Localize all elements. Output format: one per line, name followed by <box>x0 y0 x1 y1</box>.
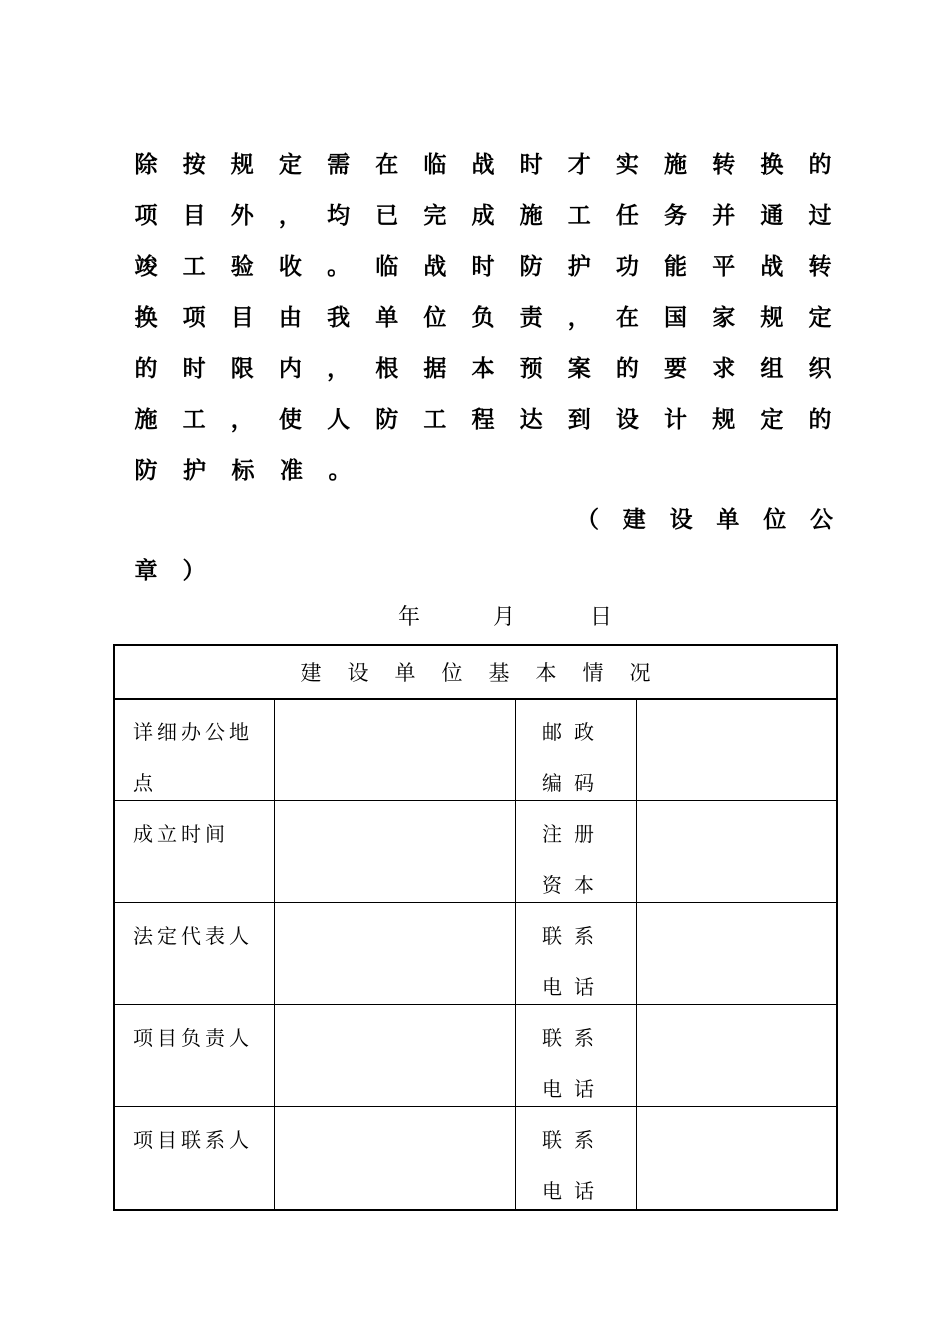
character: ， <box>567 303 591 331</box>
paragraph-line <box>133 448 833 488</box>
character: 转 <box>808 252 832 280</box>
character: 战 <box>423 252 447 280</box>
character: 按 <box>182 150 206 178</box>
seal-line-1 <box>576 497 833 537</box>
character: 程 <box>471 405 495 433</box>
character: 在 <box>375 150 399 178</box>
field-value-cell[interactable] <box>637 699 836 801</box>
character: 平 <box>712 252 736 280</box>
date-day: 日 <box>590 605 613 630</box>
character: 实 <box>615 150 639 178</box>
character: 项 <box>182 303 206 331</box>
character: 临 <box>375 252 399 280</box>
table-row <box>115 1004 836 1107</box>
character: 除 <box>134 150 158 178</box>
character: 负 <box>471 303 495 331</box>
table-row <box>115 698 836 801</box>
character: 设 <box>669 505 693 533</box>
field-value-cell[interactable] <box>637 801 836 903</box>
character: 使 <box>278 405 302 433</box>
character: 限 <box>230 354 254 382</box>
character: 织 <box>808 354 832 382</box>
character: 定 <box>808 303 832 331</box>
character: 要 <box>664 354 688 382</box>
character: 国 <box>664 303 688 331</box>
character: 到 <box>567 405 591 433</box>
character: 竣 <box>134 252 158 280</box>
character: 施 <box>519 201 543 229</box>
character: 责 <box>519 303 543 331</box>
character: 本 <box>471 354 495 382</box>
character: 工 <box>423 405 447 433</box>
date-year: 年 <box>398 605 421 630</box>
character: 根 <box>375 354 399 382</box>
character: 准 <box>280 456 303 484</box>
character: 公 <box>809 505 833 533</box>
character: 收 <box>278 252 302 280</box>
character: 施 <box>664 150 688 178</box>
seal-line-2 <box>133 548 229 588</box>
character: ） <box>182 556 206 584</box>
character: 防 <box>519 252 543 280</box>
field-value-cell[interactable] <box>275 699 516 801</box>
field-value-cell[interactable] <box>275 801 516 903</box>
character: 务 <box>664 201 688 229</box>
character: ， <box>327 354 351 382</box>
character: 战 <box>760 252 784 280</box>
character: 验 <box>230 252 254 280</box>
table-title: 建设单位基本情况 <box>115 646 836 700</box>
character: 人 <box>327 405 351 433</box>
character: 案 <box>567 354 591 382</box>
character: 预 <box>519 354 543 382</box>
field-label-cell <box>115 1005 275 1107</box>
field-value-cell[interactable] <box>275 1107 516 1209</box>
character: 任 <box>615 201 639 229</box>
field-label: 法定代表人 <box>133 924 253 948</box>
paragraph-line <box>133 397 833 437</box>
field-label-cell <box>516 1005 637 1107</box>
character: 已 <box>375 201 399 229</box>
character: 设 <box>615 405 639 433</box>
character: 需 <box>327 150 351 178</box>
character: 规 <box>760 303 784 331</box>
character: 章 <box>134 556 158 584</box>
field-label-cell <box>516 1107 637 1209</box>
character: 位 <box>763 505 787 533</box>
character: 家 <box>712 303 736 331</box>
character: 我 <box>327 303 351 331</box>
field-value-cell[interactable] <box>275 1005 516 1107</box>
table-row <box>115 800 836 903</box>
field-label: 项目负责人 <box>133 1026 253 1050</box>
character: 建 <box>622 505 646 533</box>
character: 计 <box>664 405 688 433</box>
character: 。 <box>327 252 351 280</box>
character: 单 <box>375 303 399 331</box>
character: 工 <box>567 201 591 229</box>
character: 时 <box>519 150 543 178</box>
company-info-table <box>113 644 838 1211</box>
character: 目 <box>182 201 206 229</box>
character: 时 <box>182 354 206 382</box>
table-row <box>115 1106 836 1209</box>
field-label-cell <box>115 801 275 903</box>
character: 组 <box>760 354 784 382</box>
character: 由 <box>278 303 302 331</box>
character: 位 <box>423 303 447 331</box>
field-value-cell[interactable] <box>637 903 836 1005</box>
character: 求 <box>712 354 736 382</box>
character: 战 <box>471 150 495 178</box>
field-value-cell[interactable] <box>637 1005 836 1107</box>
character: 的 <box>134 354 158 382</box>
character: 的 <box>808 405 832 433</box>
field-label-cell <box>115 699 275 801</box>
character: 完 <box>423 201 447 229</box>
character: 单 <box>716 505 740 533</box>
character: 目 <box>230 303 254 331</box>
character: 能 <box>664 252 688 280</box>
field-label-cell <box>115 903 275 1005</box>
character: ， <box>230 405 254 433</box>
character: 定 <box>760 405 784 433</box>
character: 内 <box>278 354 302 382</box>
character: 并 <box>712 201 736 229</box>
character: 项 <box>134 201 158 229</box>
paragraph-line <box>133 295 833 335</box>
table-row <box>115 902 836 1005</box>
field-label: 联系电话 <box>542 1026 606 1101</box>
field-label-cell <box>516 699 637 801</box>
field-label-cell <box>516 801 637 903</box>
character: 成 <box>471 201 495 229</box>
character: 在 <box>615 303 639 331</box>
character: 防 <box>134 456 158 484</box>
character: 的 <box>808 150 832 178</box>
paragraph-line <box>133 142 833 182</box>
character: 临 <box>423 150 447 178</box>
paragraph-line <box>133 244 833 284</box>
date-month: 月 <box>493 605 516 630</box>
character: 标 <box>231 456 255 484</box>
character: 工 <box>182 252 206 280</box>
character: 才 <box>567 150 591 178</box>
character: 转 <box>712 150 736 178</box>
character: 据 <box>423 354 447 382</box>
paragraph-line <box>133 346 833 386</box>
character: 均 <box>327 201 351 229</box>
field-label: 成立时间 <box>133 822 229 846</box>
character: 通 <box>760 201 784 229</box>
character: 护 <box>567 252 591 280</box>
character: 外 <box>230 201 254 229</box>
character: 换 <box>134 303 158 331</box>
field-label: 邮政编码 <box>542 720 606 795</box>
character: 规 <box>230 150 254 178</box>
field-label-cell <box>516 903 637 1005</box>
paragraph-line <box>133 193 833 233</box>
character: 规 <box>712 405 736 433</box>
field-label: 联系电话 <box>542 1128 606 1203</box>
field-label: 联系电话 <box>542 924 606 999</box>
character: 。 <box>328 456 352 484</box>
character: 防 <box>375 405 399 433</box>
character: ， <box>278 201 302 229</box>
character: 护 <box>183 456 206 484</box>
field-label: 注册资本 <box>542 822 606 897</box>
field-label: 详细办公地点 <box>133 720 253 795</box>
character: 换 <box>760 150 784 178</box>
field-label: 项目联系人 <box>133 1128 253 1152</box>
character: 的 <box>615 354 639 382</box>
field-value-cell[interactable] <box>637 1107 836 1209</box>
character: 定 <box>278 150 302 178</box>
character: （ <box>576 505 599 533</box>
character: 时 <box>471 252 495 280</box>
character: 施 <box>134 405 158 433</box>
field-label-cell <box>115 1107 275 1209</box>
character: 过 <box>808 201 832 229</box>
character: 达 <box>519 405 543 433</box>
character: 工 <box>182 405 206 433</box>
character: 功 <box>615 252 639 280</box>
field-value-cell[interactable] <box>275 903 516 1005</box>
